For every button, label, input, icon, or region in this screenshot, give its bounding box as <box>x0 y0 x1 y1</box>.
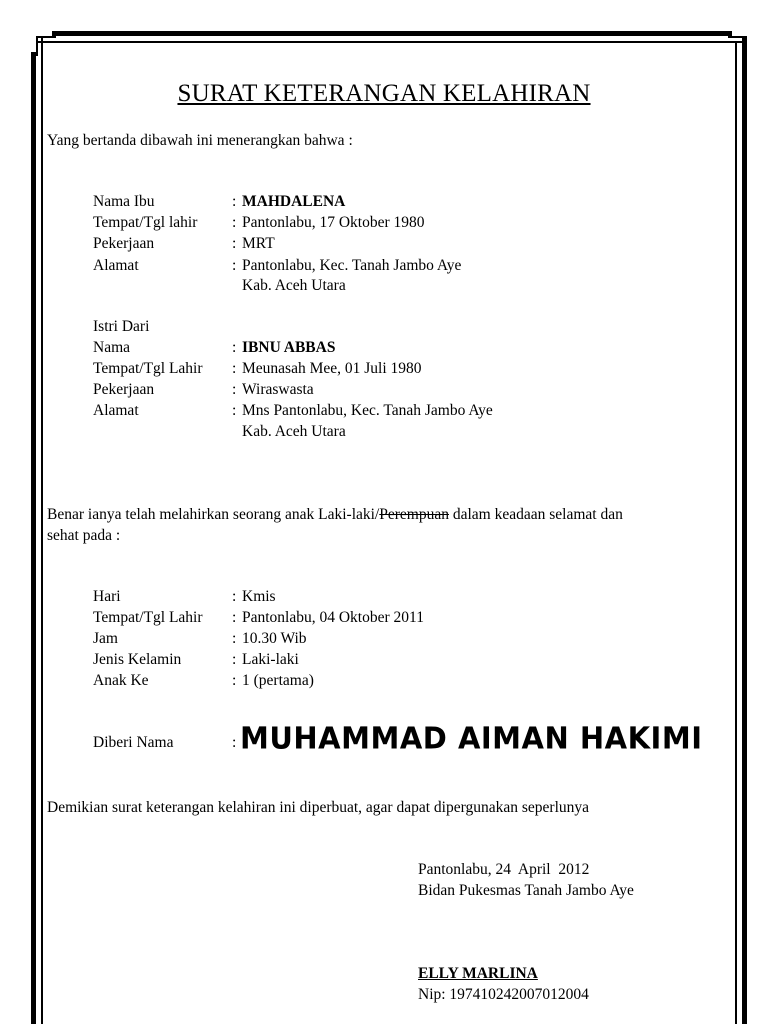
given-name-value: MUHAMMAD AIMAN HAKIMI <box>240 720 703 756</box>
separator: : <box>232 339 237 356</box>
separator: : <box>232 630 237 647</box>
separator: : <box>232 193 237 210</box>
statement-struck-word: Perempuan <box>379 506 449 523</box>
separator: : <box>232 609 237 626</box>
father-address-line2: Kab. Aceh Utara <box>242 423 346 440</box>
frame-corner-tr-h <box>728 36 744 38</box>
father-address-value: Mns Pantonlabu, Kec. Tanah Jambo Aye <box>242 402 493 419</box>
birth-day-value: Kmis <box>242 588 276 605</box>
separator: : <box>232 672 237 689</box>
statement-line1 <box>47 505 623 525</box>
statement-part2: dalam keadaan selamat dan <box>448 506 623 523</box>
mother-address-line2: Kab. Aceh Utara <box>242 277 346 294</box>
father-name-label: Nama <box>93 339 131 356</box>
statement-line2: sehat pada : <box>47 527 121 544</box>
father-job-label: Pekerjaan <box>93 381 155 398</box>
separator: : <box>232 588 237 605</box>
birth-sex-label: Jenis Kelamin <box>93 651 182 668</box>
mother-birth-label: Tempat/Tgl lahir <box>93 214 198 231</box>
mother-address-label: Alamat <box>93 257 139 274</box>
mother-job-value: MRT <box>242 235 275 252</box>
separator: : <box>232 381 237 398</box>
frame-right-thick <box>742 36 747 1024</box>
document-title: SURAT KETERANGAN KELAHIRAN <box>177 80 591 107</box>
signature-nip: Nip: 197410242007012004 <box>418 986 589 1003</box>
spouse-heading: Istri Dari <box>93 318 150 335</box>
given-name-label: Diberi Nama <box>93 734 174 751</box>
signature-place-date: Pantonlabu, 24 April 2012 <box>418 861 590 878</box>
closing-text: Demikian surat keterangan kelahiran ini diperbuat, agar dapat dipergunakan seperlunya <box>47 799 590 816</box>
frame-left-thin <box>41 36 43 1024</box>
birth-sex-value: Laki-laki <box>242 651 299 668</box>
father-job-value: Wiraswasta <box>242 381 314 398</box>
separator: : <box>232 360 237 377</box>
birth-place-label: Tempat/Tgl Lahir <box>93 609 203 626</box>
separator: : <box>232 402 237 419</box>
intro-text: Yang bertanda dibawah ini menerangkan bahwa : <box>47 132 353 149</box>
separator: : <box>232 235 237 252</box>
separator: : <box>232 734 237 751</box>
signature-role: Bidan Pukesmas Tanah Jambo Aye <box>418 882 634 899</box>
birth-order-value: 1 (pertama) <box>242 672 314 689</box>
father-birth-label: Tempat/Tgl Lahir <box>93 360 203 377</box>
signature-name: ELLY MARLINA <box>418 965 538 982</box>
birth-place-value: Pantonlabu, 04 Oktober 2011 <box>242 609 424 626</box>
separator: : <box>232 651 237 668</box>
frame-corner-tl-h <box>36 36 56 38</box>
statement-part1: Benar ianya telah melahirkan seorang anak Laki-laki/ <box>47 506 380 523</box>
birth-time-label: Jam <box>93 630 118 647</box>
mother-job-label: Pekerjaan <box>93 235 155 252</box>
mother-name-value: MAHDALENA <box>242 193 346 210</box>
frame-left-thick <box>31 52 36 1024</box>
frame-top-thin <box>36 41 742 43</box>
frame-top-thick <box>52 31 732 36</box>
separator: : <box>232 214 237 231</box>
mother-address-value: Pantonlabu, Kec. Tanah Jambo Aye <box>242 257 462 274</box>
birth-order-label: Anak Ke <box>93 672 149 689</box>
father-address-label: Alamat <box>93 402 139 419</box>
frame-right-thin <box>735 41 737 1024</box>
mother-name-label: Nama Ibu <box>93 193 155 210</box>
frame-corner-tl-v <box>36 36 38 56</box>
father-name-value: IBNU ABBAS <box>242 339 336 356</box>
mother-birth-value: Pantonlabu, 17 Oktober 1980 <box>242 214 425 231</box>
separator: : <box>232 257 237 274</box>
birth-day-label: Hari <box>93 588 121 605</box>
father-birth-value: Meunasah Mee, 01 Juli 1980 <box>242 360 422 377</box>
birth-time-value: 10.30 Wib <box>242 630 307 647</box>
